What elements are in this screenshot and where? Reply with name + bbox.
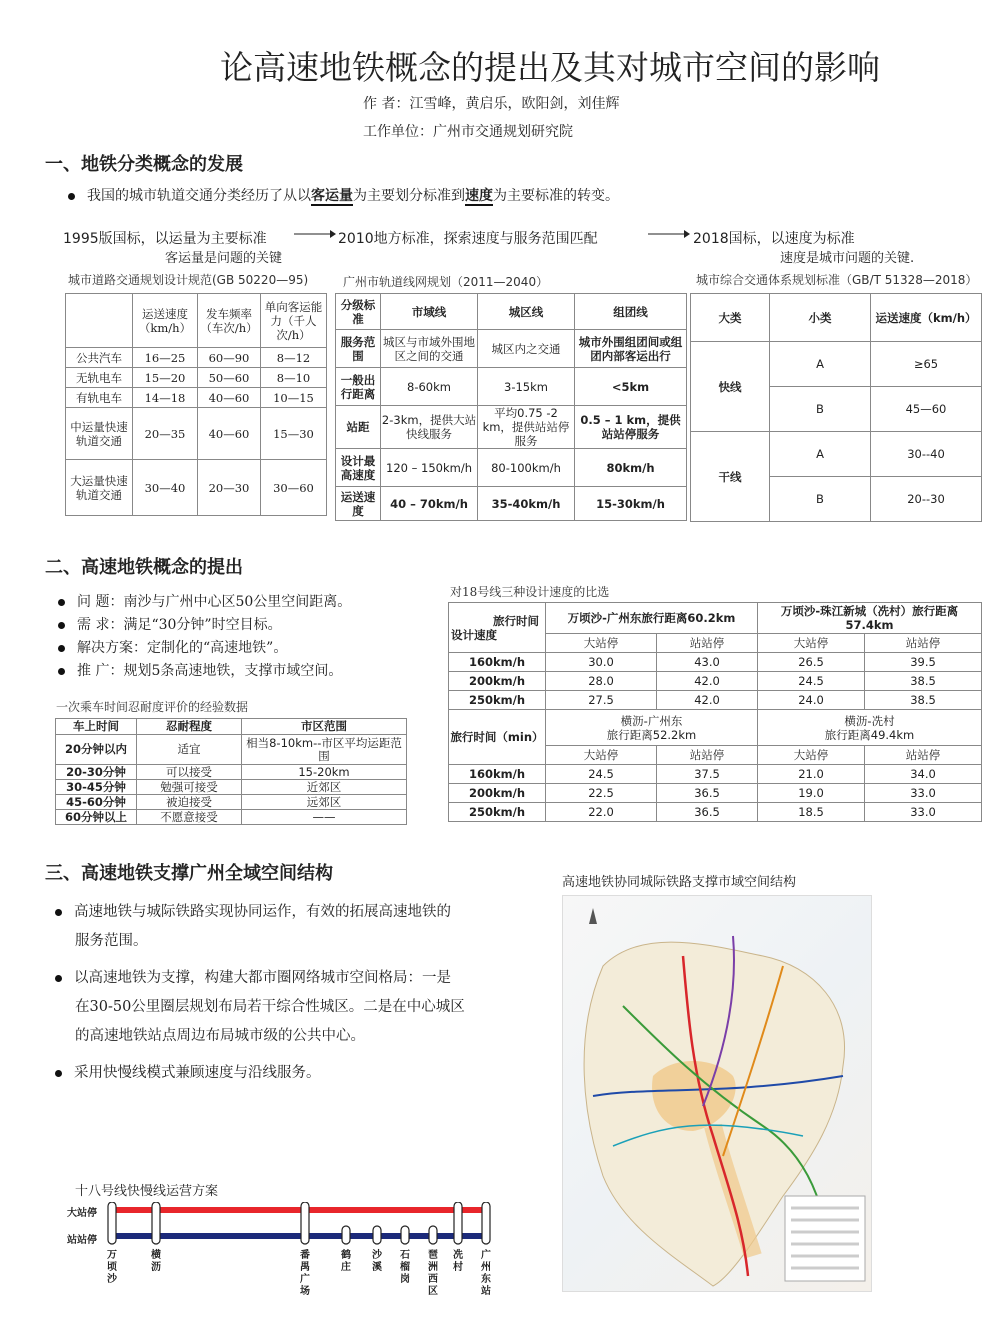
table-cell: 被迫接受 — [137, 795, 242, 810]
station-label: 冼村 — [453, 1250, 463, 1273]
table-header: 万顷沙-广州东旅行距离60.2km — [546, 603, 758, 634]
bullet-dot — [58, 622, 65, 629]
map-caption: 高速地铁协同城际铁路支撑市域空间结构 — [562, 875, 797, 890]
table-header: 市域线 — [381, 294, 478, 330]
local-label: 站站停 — [67, 1235, 97, 1246]
table-cell: 80-100km/h — [478, 449, 575, 487]
table-cell: 22.5 — [546, 784, 657, 803]
table-cell: A — [770, 432, 871, 477]
table-cell: 24.0 — [758, 691, 865, 710]
station-marker — [454, 1202, 462, 1244]
table-cell: 60—90 — [198, 348, 261, 368]
station-marker — [373, 1226, 381, 1244]
table-cell: 40—60 — [198, 388, 261, 408]
table-cell: 公共汽车 — [66, 348, 133, 368]
table-cell: 快线 — [691, 342, 770, 432]
table5 — [448, 602, 982, 822]
bullet-dot — [55, 975, 62, 982]
table-cell: 34.0 — [865, 765, 982, 784]
table-cell: 勉强可接受 — [137, 780, 242, 795]
table-cell: 城市外围组团间或组团内部客运出行 — [575, 330, 687, 368]
list-item — [55, 964, 525, 993]
station-label: 横沥 — [151, 1250, 161, 1273]
text: 采用快慢线模式兼顾速度与沿线服务。 — [74, 1065, 321, 1081]
table-cell: 42.0 — [657, 672, 758, 691]
bullet-dot — [68, 193, 75, 200]
text: 高速地铁与城际铁路实现协同运作，有效的拓展高速地铁的 — [74, 904, 451, 920]
table-cell: 一般出行距离 — [336, 368, 381, 406]
arrow-icon — [294, 228, 336, 240]
station-marker — [108, 1202, 116, 1244]
table-cell: 城区与市域外围地区之间的交通 — [381, 330, 478, 368]
table-cell: 城区内之交通 — [478, 330, 575, 368]
list-item — [58, 660, 351, 683]
bullet-dot — [55, 909, 62, 916]
table-cell: 旅行时间（min） — [449, 710, 546, 765]
evolution-1995: 1995版国标，以运量为主要标准 — [63, 231, 267, 247]
table-cell: 24.5 — [758, 672, 865, 691]
section2-bullets — [58, 591, 351, 683]
station-group — [107, 1202, 491, 1297]
table-header: 大站停 — [758, 634, 865, 653]
line18-caption: 十八号线快慢线运营方案 — [75, 1184, 219, 1199]
table-header: 大站停 — [546, 746, 657, 765]
table-cell: 22.0 — [546, 803, 657, 822]
text: 以高速地铁为支撑，构建大都市圈网络城市空间格局：一是 — [74, 970, 451, 986]
table-cell: A — [770, 342, 871, 387]
section3-bullets — [55, 898, 525, 1088]
table-cell: ≥65 — [871, 342, 982, 387]
text: 服务范围。 — [75, 933, 148, 949]
table-cell: 8—10 — [261, 368, 327, 388]
table-cell: 15—20 — [133, 368, 198, 388]
table-cell: 2-3km，提供大站快线服务 — [381, 406, 478, 449]
table-header: 大站停 — [546, 634, 657, 653]
section1-bullet — [68, 183, 619, 209]
route3-distance: 旅行距离52.2km — [606, 727, 697, 742]
station-marker — [342, 1226, 350, 1244]
table-cell: 无轨电车 — [66, 368, 133, 388]
station-marker — [301, 1202, 309, 1244]
table-header: 大类 — [691, 294, 770, 342]
bullet-dot — [58, 645, 65, 652]
evolution-2018-note: 速度是城市问题的关键. — [780, 251, 915, 266]
table-cell: 40 – 70km/h — [381, 487, 478, 521]
table-header: 运送速度（km/h） — [133, 294, 198, 348]
table-cell: 近郊区 — [242, 780, 407, 795]
table-header: 城区线 — [478, 294, 575, 330]
table-header: 车上时间 — [56, 719, 137, 735]
keyword: 客运量 — [311, 188, 353, 204]
line18-diagram — [100, 1202, 500, 1322]
table5-caption: 对18号线三种设计速度的比选 — [450, 585, 610, 599]
table-cell: 20—30 — [198, 460, 261, 516]
table-header: 单向客运能力（千人次/h） — [261, 294, 327, 348]
table-cell: 15—30 — [261, 408, 327, 460]
text: 解决方案：定制化的“高速地铁”。 — [77, 640, 288, 656]
table-header: 站站停 — [657, 746, 758, 765]
table-header: 分级标准 — [336, 294, 381, 330]
text: 我国的城市轨道交通分类经历了从以 — [87, 188, 311, 204]
station-marker — [482, 1202, 490, 1244]
table-cell: 平均0.75 -2 km，提供站站停服务 — [478, 406, 575, 449]
table-cell: 站距 — [336, 406, 381, 449]
text: 为主要标准的转变。 — [493, 188, 619, 204]
affiliation: 工作单位：广州市交通规划研究院 — [363, 124, 573, 140]
table-cell: 可以接受 — [137, 765, 242, 780]
table1-caption: 城市道路交通规划设计规范(GB 50220—95) — [68, 273, 309, 287]
table-cell: 运送速度 — [336, 487, 381, 521]
corner-top: 旅行时间 — [493, 613, 539, 628]
table-cell: 大运量快速轨道交通 — [66, 460, 133, 516]
table-cell: 30—60 — [261, 460, 327, 516]
table-cell: 45—60 — [871, 387, 982, 432]
table-cell: 16—25 — [133, 348, 198, 368]
table-cell: 80km/h — [575, 449, 687, 487]
station-label: 番禺广场 — [300, 1250, 310, 1297]
table-header — [66, 294, 133, 348]
table-cell: 15-30km/h — [575, 487, 687, 521]
table-cell: 20分钟以内 — [56, 735, 137, 765]
table-header — [546, 710, 758, 746]
evolution-1995-note: 客运量是问题的关键 — [165, 251, 283, 266]
text: 在30-50公里圈层规划布局若干综合性城区。二是在中心城区 — [75, 999, 465, 1015]
table-cell: 适宜 — [137, 735, 242, 765]
table-cell: 33.0 — [865, 803, 982, 822]
table-header: 大站停 — [758, 746, 865, 765]
table1 — [65, 293, 327, 516]
table-cell: 35-40km/h — [478, 487, 575, 521]
station-label: 广州东站 — [481, 1250, 491, 1297]
table4-caption: 一次乘车时间忍耐度评价的经验数据 — [56, 700, 249, 714]
table-cell: B — [770, 387, 871, 432]
table-cell: 200km/h — [449, 784, 546, 803]
section2-heading: 二、高速地铁概念的提出 — [45, 557, 243, 578]
express-label: 大站停 — [67, 1208, 97, 1219]
table-cell: 有轨电车 — [66, 388, 133, 408]
table-cell: 10—15 — [261, 388, 327, 408]
map-graphic — [563, 896, 871, 1291]
table-cell: 50—60 — [198, 368, 261, 388]
text: 的高速地铁站点周边布局城市级的公共中心。 — [75, 1028, 365, 1044]
bullet-dot — [58, 668, 65, 675]
table-cell: 18.5 — [758, 803, 865, 822]
table-cell: 20—35 — [133, 408, 198, 460]
evolution-2018: 2018国标，以速度为标准 — [693, 231, 855, 247]
station-label: 石榴岗 — [400, 1250, 410, 1285]
table-cell: 250km/h — [449, 691, 546, 710]
section3-heading: 三、高速地铁支撑广州全域空间结构 — [45, 863, 333, 884]
list-item — [58, 637, 351, 660]
table-header: 组团线 — [575, 294, 687, 330]
table-cell: 21.0 — [758, 765, 865, 784]
table-cell: —— — [242, 810, 407, 825]
table3-caption: 城市综合交通体系规划标准（GB/T 51328—2018） — [696, 273, 978, 287]
table-cell: 200km/h — [449, 672, 546, 691]
text: 推 广：规划5条高速地铁，支撑市域空间。 — [77, 663, 343, 679]
table-cell: 60分钟以上 — [56, 810, 137, 825]
table-cell: 250km/h — [449, 803, 546, 822]
table-cell: 30.0 — [546, 653, 657, 672]
table2 — [335, 293, 687, 521]
station-marker — [401, 1226, 409, 1244]
table-cell: 36.5 — [657, 784, 758, 803]
table-cell: 30-45分钟 — [56, 780, 137, 795]
table-cell: 40—60 — [198, 408, 261, 460]
evolution-2010: 2010地方标准，探索速度与服务范围匹配 — [338, 231, 598, 247]
table-header: 发车频率（车次/h） — [198, 294, 261, 348]
table-cell: 36.5 — [657, 803, 758, 822]
table-cell: 设计最高速度 — [336, 449, 381, 487]
route4-name: 横沥-冼村 — [844, 713, 895, 728]
list-item — [58, 591, 351, 614]
authors: 作 者：江雪峰，黄启乐，欧阳剑，刘佳辉 — [363, 96, 620, 112]
table-cell: <5km — [575, 368, 687, 406]
arrow-icon — [648, 228, 690, 240]
table-header: 小类 — [770, 294, 871, 342]
table4 — [55, 718, 407, 825]
station-label: 沙溪 — [372, 1250, 382, 1273]
list-item — [58, 614, 351, 637]
table-cell: 干线 — [691, 432, 770, 522]
list-item — [55, 1059, 525, 1088]
table-cell: 38.5 — [865, 691, 982, 710]
text: 为主要划分标准到 — [353, 188, 465, 204]
table-header: 站站停 — [865, 746, 982, 765]
table-cell: 27.5 — [546, 691, 657, 710]
station-label: 琶洲西区 — [428, 1250, 438, 1297]
table-cell: 28.0 — [546, 672, 657, 691]
station-label: 鹤庄 — [341, 1250, 351, 1273]
table-header: 运送速度（km/h） — [871, 294, 982, 342]
corner-bottom: 设计速度 — [451, 627, 497, 642]
route4-distance: 旅行距离49.4km — [824, 727, 915, 742]
table-cell: B — [770, 477, 871, 522]
table-cell: 26.5 — [758, 653, 865, 672]
table-cell: 43.0 — [657, 653, 758, 672]
table-header: 站站停 — [657, 634, 758, 653]
table-cell: 15-20km — [242, 765, 407, 780]
table-cell: 33.0 — [865, 784, 982, 803]
table-cell: 20--30 — [871, 477, 982, 522]
table-cell: 38.5 — [865, 672, 982, 691]
table-cell: 39.5 — [865, 653, 982, 672]
table-cell: 服务范围 — [336, 330, 381, 368]
page-title: 论高速地铁概念的提出及其对城市空间的影响 — [220, 48, 880, 87]
station-label: 万顷沙 — [107, 1250, 117, 1285]
table-cell: 远郊区 — [242, 795, 407, 810]
route3-name: 横沥-广州东 — [620, 713, 683, 728]
table-cell: 14—18 — [133, 388, 198, 408]
list-item — [55, 898, 525, 927]
table-header: 市区范围 — [242, 719, 407, 735]
table-cell: 20-30分钟 — [56, 765, 137, 780]
table-corner — [449, 603, 546, 653]
table-cell: 不愿意接受 — [137, 810, 242, 825]
text: 问 题：南沙与广州中心区50公里空间距离。 — [77, 594, 352, 610]
table-cell: 45-60分钟 — [56, 795, 137, 810]
table-cell: 24.5 — [546, 765, 657, 784]
station-marker — [152, 1202, 160, 1244]
table-cell: 42.0 — [657, 691, 758, 710]
table-cell: 19.0 — [758, 784, 865, 803]
transit-map — [562, 895, 872, 1292]
table-cell: 相当8-10km--市区平均运距范围 — [242, 735, 407, 765]
station-marker — [429, 1226, 437, 1244]
table-header — [758, 710, 982, 746]
table-cell: 0.5 – 1 km，提供站站停服务 — [575, 406, 687, 449]
table-cell: 8—12 — [261, 348, 327, 368]
table-cell: 160km/h — [449, 765, 546, 784]
table-header: 站站停 — [865, 634, 982, 653]
table2-caption: 广州市轨道线网规划（2011—2040） — [343, 275, 549, 289]
table-cell: 8-60km — [381, 368, 478, 406]
table-cell: 30—40 — [133, 460, 198, 516]
keyword: 速度 — [465, 188, 493, 204]
table-cell: 160km/h — [449, 653, 546, 672]
table-cell: 120 – 150km/h — [381, 449, 478, 487]
text: 需 求：满足“30分钟”时空目标。 — [77, 617, 282, 633]
table-cell: 37.5 — [657, 765, 758, 784]
table3 — [690, 293, 982, 522]
table-cell: 中运量快速轨道交通 — [66, 408, 133, 460]
table-cell: 3-15km — [478, 368, 575, 406]
section1-heading: 一、地铁分类概念的发展 — [45, 154, 243, 175]
table-header: 万顷沙-珠江新城（冼村）旅行距离57.4km — [758, 603, 982, 634]
table-header: 忍耐程度 — [137, 719, 242, 735]
bullet-dot — [55, 1070, 62, 1077]
table-cell: 30--40 — [871, 432, 982, 477]
north-arrow-icon — [589, 908, 597, 924]
bullet-dot — [58, 599, 65, 606]
